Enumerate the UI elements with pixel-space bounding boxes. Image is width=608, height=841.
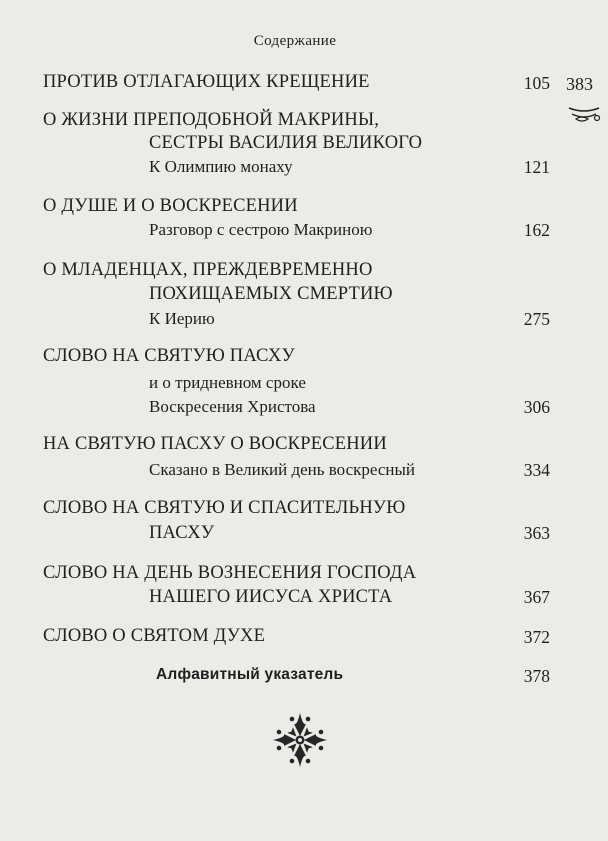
toc-entry bbox=[43, 110, 550, 180]
ornament-icon bbox=[270, 710, 330, 770]
entry-title: ПРОТИВ ОТЛАГАЮЩИХ КРЕЩЕНИЕ bbox=[43, 72, 370, 92]
entry-subtitle: К Олимпию монаху bbox=[149, 157, 293, 176]
page-number: 306 bbox=[523, 397, 550, 417]
page-number: 275 bbox=[523, 309, 550, 329]
entry-title: НАШЕГО ИИСУСА ХРИСТА bbox=[149, 587, 393, 607]
page-number: 334 bbox=[523, 460, 550, 480]
entry-title: О ДУШЕ И О ВОСКРЕСЕНИИ bbox=[43, 196, 298, 216]
entry-title: НА СВЯТУЮ ПАСХУ О ВОСКРЕСЕНИИ bbox=[43, 434, 387, 454]
entry-title: СЛОВО НА ДЕНЬ ВОЗНЕСЕНИЯ ГОСПОДА bbox=[43, 563, 417, 583]
toc-entry bbox=[43, 260, 550, 332]
page-number: 372 bbox=[523, 627, 550, 647]
page-number: 367 bbox=[523, 587, 550, 607]
entry-title: СЛОВО НА СВЯТУЮ ПАСХУ bbox=[43, 346, 295, 366]
entry-title: Алфавитный указатель bbox=[156, 666, 344, 683]
entry-subtitle: и о тридневном сроке bbox=[149, 373, 306, 392]
entry-title: О МЛАДЕНЦАХ, ПРЕЖДЕВРЕМЕННО bbox=[43, 260, 373, 280]
toc-entry bbox=[43, 196, 550, 244]
corner-flourish-icon bbox=[566, 100, 602, 124]
entry-subtitle: К Иерию bbox=[149, 309, 215, 328]
toc-entry bbox=[43, 434, 550, 484]
toc-entry bbox=[43, 563, 550, 613]
entry-subtitle: Воскресения Христова bbox=[149, 397, 316, 416]
entry-subtitle: Разговор с сестрою Макриною bbox=[149, 220, 373, 239]
entry-subtitle: Сказано в Великий день воскресный bbox=[149, 460, 416, 479]
entry-title: СЛОВО О СВЯТОМ ДУХЕ bbox=[43, 626, 266, 646]
page-number: 363 bbox=[523, 523, 550, 543]
toc-entry bbox=[43, 626, 550, 652]
toc-entry bbox=[43, 498, 550, 548]
folio-number: 383 bbox=[566, 74, 593, 94]
page-number: 378 bbox=[523, 666, 550, 686]
page-header: Содержание bbox=[253, 33, 337, 49]
entry-title: СЕСТРЫ ВАСИЛИЯ ВЕЛИКОГО bbox=[149, 133, 423, 153]
entry-title: ПОХИЩАЕМЫХ СМЕРТИЮ bbox=[149, 284, 393, 304]
toc-entry bbox=[43, 72, 550, 96]
entry-title: СЛОВО НА СВЯТУЮ И СПАСИТЕЛЬНУЮ bbox=[43, 498, 406, 518]
entry-title: ПАСХУ bbox=[149, 523, 215, 543]
toc-entry bbox=[43, 666, 550, 690]
toc-entry bbox=[43, 346, 550, 418]
page-number: 121 bbox=[523, 157, 550, 177]
page-number: 105 bbox=[523, 73, 550, 93]
entry-title: О ЖИЗНИ ПРЕПОДОБНОЙ МАКРИНЫ, bbox=[43, 110, 380, 130]
page-number: 162 bbox=[523, 220, 550, 240]
